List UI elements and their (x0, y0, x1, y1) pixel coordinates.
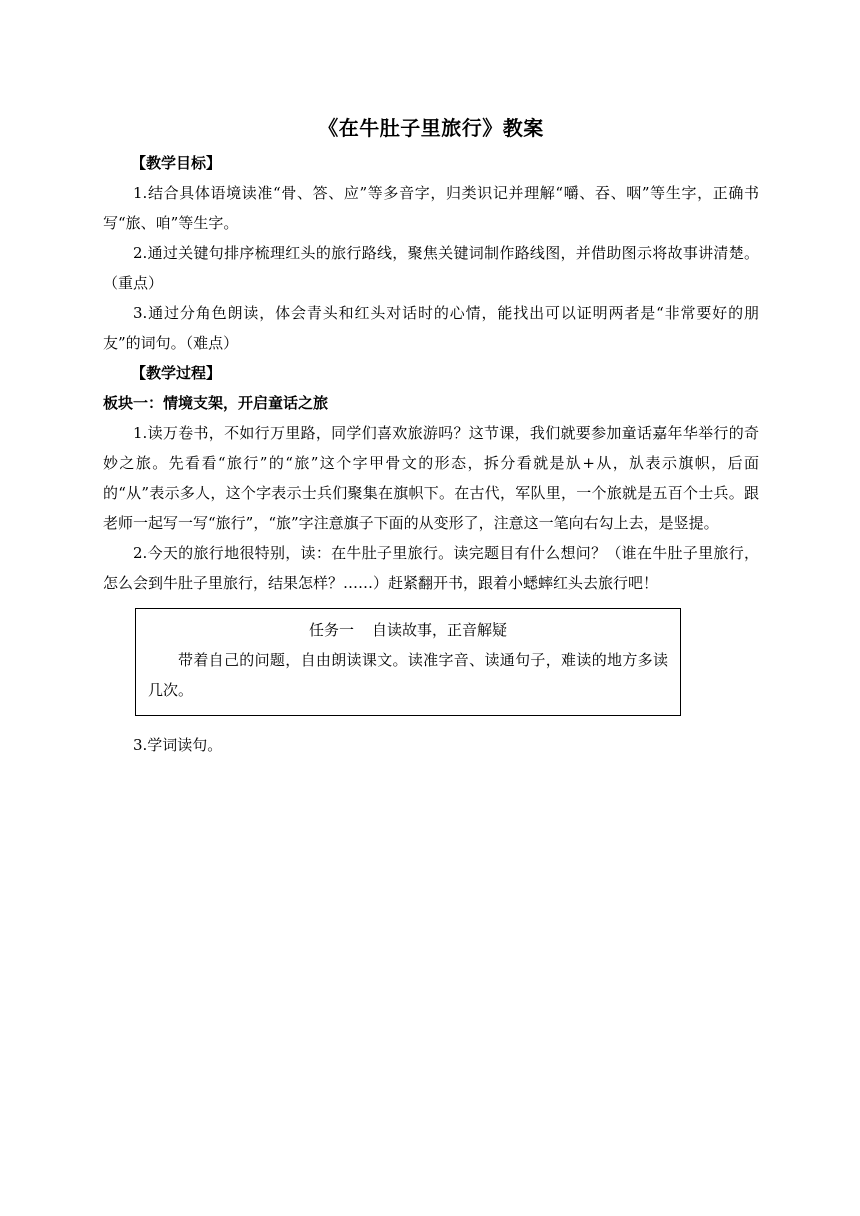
goal-item-3: 3.通过分角色朗读，体会青头和红头对话时的心情，能找出可以证明两者是“非常要好的朋友”的词句。（难点） (103, 304, 759, 352)
task-title-line (148, 615, 668, 645)
block1-paragraph-1: 1.读万卷书，不如行万里路，同学们喜欢旅游吗？这节课，我们就要参加童话嘉年华举行的奇妙之旅。先看看“旅行”的“旅”这个字甲骨文的形态，拆分看就是㫃+从，㫃表示旗帜，后面的“从”表示多人，这个字表示士兵们聚集在旗帜下。在古代，军队里，一个旅就是五百个士兵。跟老师一起写一写“旅行”，“旅”字注意旗子下面的从变形了，注意这一笔向右勾上去，是竖提。 (103, 424, 759, 532)
goals-heading: 【教学目标】 (131, 154, 222, 172)
task-label: 任务一 (308, 621, 354, 639)
goal-item-1: 1.结合具体语境读准“骨、答、应”等多音字，归类识记并理解“嚼、吞、咽”等生字，正确书写“旅、咱”等生字。 (103, 184, 759, 232)
task-body: 带着自己的问题，自由朗读课文。读准字音、读通句子，难读的地方多读几次。 (148, 651, 668, 699)
block1-paragraph-2: 2.今天的旅行地很特别，读：在牛肚子里旅行。读完题目有什么想问？（谁在牛肚子里旅行，怎么会到牛肚子里旅行，结果怎样？……）赶紧翻开书，跟着小蟋蟀红头去旅行吧！ (103, 544, 759, 592)
document-title: 《在牛肚子里旅行》教案 (318, 116, 544, 140)
task-title: 自读故事，正音解疑 (372, 621, 508, 639)
document-page (103, 108, 759, 760)
task-box (135, 608, 681, 716)
block1-heading: 板块一：情境支架，开启童话之旅 (103, 394, 329, 412)
process-heading: 【教学过程】 (131, 364, 222, 382)
goal-item-2: 2.通过关键句排序梳理红头的旅行路线，聚焦关键词制作路线图，并借助图示将故事讲清楚。（重点） (103, 244, 759, 292)
step3-paragraph: 3.学词读句。 (133, 736, 223, 754)
